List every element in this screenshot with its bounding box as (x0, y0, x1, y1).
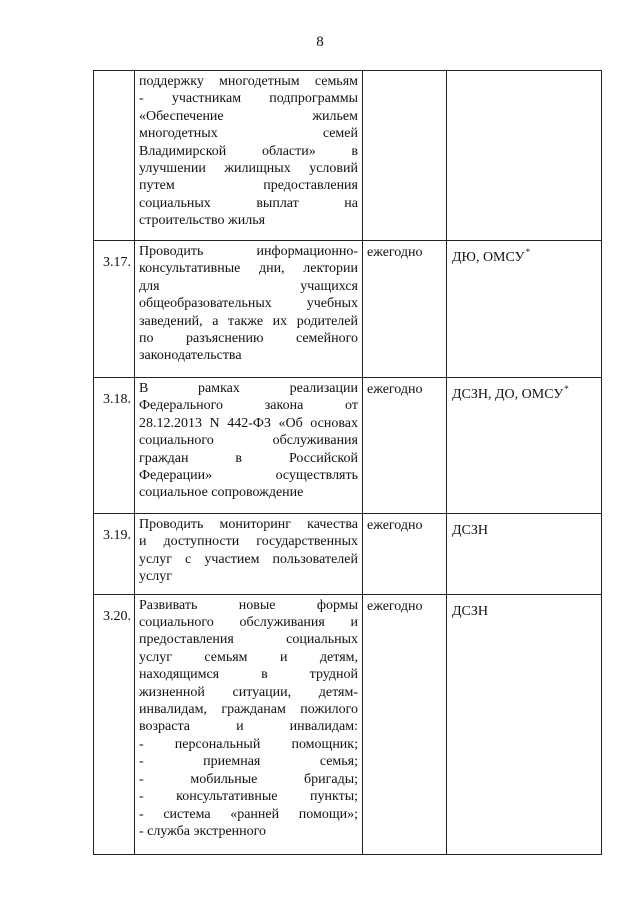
table-row (94, 241, 602, 378)
deadline: ежегодно (363, 378, 447, 514)
description-line: «Обеспечение жильем (139, 108, 358, 124)
description-line: находящимся в трудной (139, 667, 358, 683)
item-number: 3.19. (94, 514, 135, 595)
executor: ДЮ, ОМСУ (452, 250, 525, 265)
description-line: строительство жилья (139, 213, 266, 229)
description-line: услуг с участием пользователей (139, 551, 358, 567)
description-line: путем предоставления (139, 178, 358, 194)
footnote-mark: * (525, 247, 531, 257)
description-line: - система «ранней помощи»; (139, 806, 358, 822)
deadline (363, 71, 447, 241)
description-line: граждан в Российской (139, 450, 358, 466)
description-line: 28.12.2013 N 442-ФЗ «Об основах (139, 415, 358, 431)
measure-description (135, 241, 363, 378)
description-line: заведений, а также их родителей (139, 313, 358, 329)
description-line: Федерации» осуществлять (139, 468, 358, 484)
description-line: для учащихся (139, 278, 358, 294)
item-number: 3.17. (94, 241, 135, 378)
executor: ДСЗН (452, 603, 489, 619)
description-line: и доступности государственных (139, 534, 358, 550)
description-line: социального обслуживания и (139, 615, 358, 631)
item-number: 3.18. (94, 378, 135, 514)
deadline: ежегодно (363, 594, 447, 854)
description-line: общеобразовательных учебных (139, 296, 358, 312)
measure-description (135, 378, 363, 514)
description-line: В рамках реализации (139, 381, 358, 396)
description-line: услуг (139, 569, 172, 585)
executor: ДСЗН (452, 523, 489, 538)
description-line: Проводить мониторинг качества (139, 517, 358, 532)
measure-description (135, 514, 363, 595)
description-line: Проводить информационно- (139, 244, 358, 259)
executor-cell (447, 378, 602, 514)
table-row (94, 514, 602, 595)
footnote-mark: * (564, 384, 569, 394)
description-line: социального обслуживания (139, 433, 358, 449)
description-line: улучшении жилищных условий (139, 161, 358, 177)
description-line: - мобильные бригады; (139, 771, 358, 787)
measure-description (135, 594, 363, 854)
item-number: 3.20. (94, 594, 135, 854)
executor: ДСЗН, ДО, ОМСУ (452, 387, 564, 402)
description-line: Федерального закона от (139, 398, 358, 414)
description-line: многодетных семей (139, 126, 358, 142)
measures-table (93, 70, 602, 855)
description-line: - служба экстренного (139, 823, 267, 839)
description-line: жизненной ситуации, детям- (139, 684, 358, 700)
description-line: - участникам подпрограммы (139, 91, 358, 107)
page-number: 8 (316, 34, 324, 50)
measure-description (135, 71, 363, 241)
item-number (94, 71, 135, 241)
executor-cell (447, 514, 602, 595)
description-line: Развивать новые формы (139, 597, 358, 613)
description-line: социальных выплат на (139, 195, 358, 211)
description-line: услуг семьям и детям, (139, 649, 358, 665)
description-line: - приемная семья; (139, 754, 358, 770)
deadline: ежегодно (363, 514, 447, 595)
description-line: инвалидам, гражданам пожилого (139, 702, 358, 718)
description-line: - персональный помощник; (139, 736, 358, 752)
description-line: по разъяснению семейного (139, 331, 358, 347)
executor-cell (447, 594, 602, 854)
description-line: социальное сопровождение (139, 485, 304, 501)
description-line: консультативные дни, лектории (139, 261, 358, 277)
table-row (94, 71, 602, 241)
description-line: Владимирской области» в (139, 143, 358, 159)
table-body (94, 71, 602, 855)
description-line: возраста и инвалидам: (139, 719, 358, 735)
description-line: - консультативные пункты; (139, 789, 358, 805)
description-line: поддержку многодетным семьям (139, 74, 358, 89)
table-row (94, 594, 602, 854)
description-line: предоставления социальных (139, 632, 358, 648)
executor-cell (447, 241, 602, 378)
description-line: законодательства (139, 348, 242, 364)
deadline: ежегодно (363, 241, 447, 378)
table-row (94, 378, 602, 514)
executor-cell (447, 71, 602, 241)
